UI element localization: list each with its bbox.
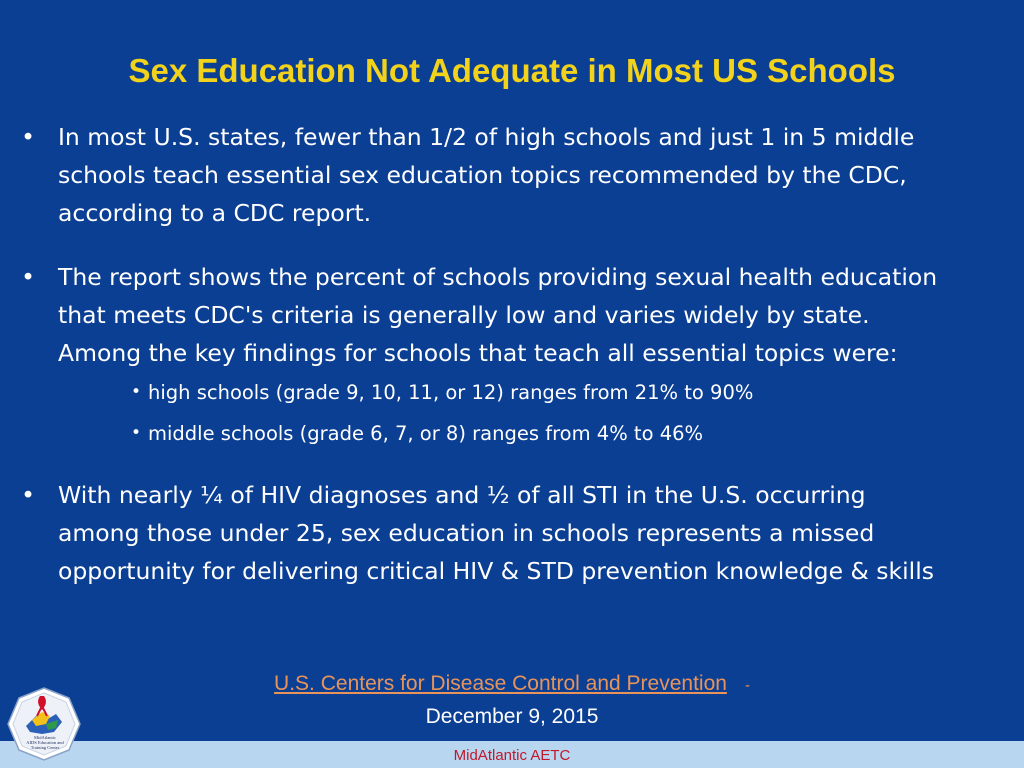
bullet-line: With nearly ¼ of HIV diagnoses and ½ of all STI in the U.S. occurring (58, 481, 866, 509)
sub-bullet-text: middle schools (grade 6, 7, or 8) ranges from 4% to 46% (148, 422, 704, 445)
bullet-marker: • (21, 123, 35, 151)
bullet-line: among those under 25, sex education in schools represents a missed (58, 519, 875, 547)
bullet-line: that meets CDC's criteria is generally low and varies widely by state. (58, 301, 870, 329)
bullet-marker: • (21, 481, 35, 509)
bullet-line: opportunity for delivering critical HIV & STD prevention knowledge & skills (58, 557, 934, 585)
bullet-item (18, 118, 1018, 232)
bullet-line: In most U.S. states, fewer than 1/2 of high schools and just 1 in 5 middle (58, 123, 915, 151)
bullet-line: schools teach essential sex education topics recommended by the CDC, (58, 161, 907, 189)
sub-bullet-text: high schools (grade 9, 10, 11, or 12) ranges from 21% to 90% (148, 381, 754, 404)
logo-text (23, 735, 67, 750)
sub-bullet-item (18, 372, 1018, 413)
bullet-line: Among the key findings for schools that teach all essential topics were: (58, 339, 898, 367)
sub-bullet-marker: • (130, 382, 142, 402)
bullet-item (18, 476, 1018, 590)
sub-bullet-item (18, 413, 1018, 454)
bullet-line: The report shows the percent of schools providing sexual health education (58, 263, 938, 291)
midatlantic-aetc-logo-icon (6, 686, 82, 762)
bullet-list (18, 118, 1018, 590)
logo-text-line: Training Center (30, 745, 60, 750)
source-citation (0, 668, 1024, 732)
sub-bullet-marker: • (130, 423, 142, 443)
sub-bullet-list (18, 372, 1018, 454)
logo-text-line: AIDS Education and (26, 740, 64, 745)
slide-title: Sex Education Not Adequate in Most US Schools (128, 52, 896, 89)
source-separator: - (744, 677, 750, 694)
source-link[interactable]: U.S. Centers for Disease Control and Prevention (274, 672, 727, 695)
source-date: December 9, 2015 (425, 705, 599, 728)
footer-text: MidAtlantic AETC (453, 747, 571, 764)
bullet-item (18, 258, 1018, 454)
bullet-line: according to a CDC report. (58, 199, 372, 227)
bullet-marker: • (21, 263, 35, 291)
logo-text-line: MidAtlantic (34, 735, 56, 740)
